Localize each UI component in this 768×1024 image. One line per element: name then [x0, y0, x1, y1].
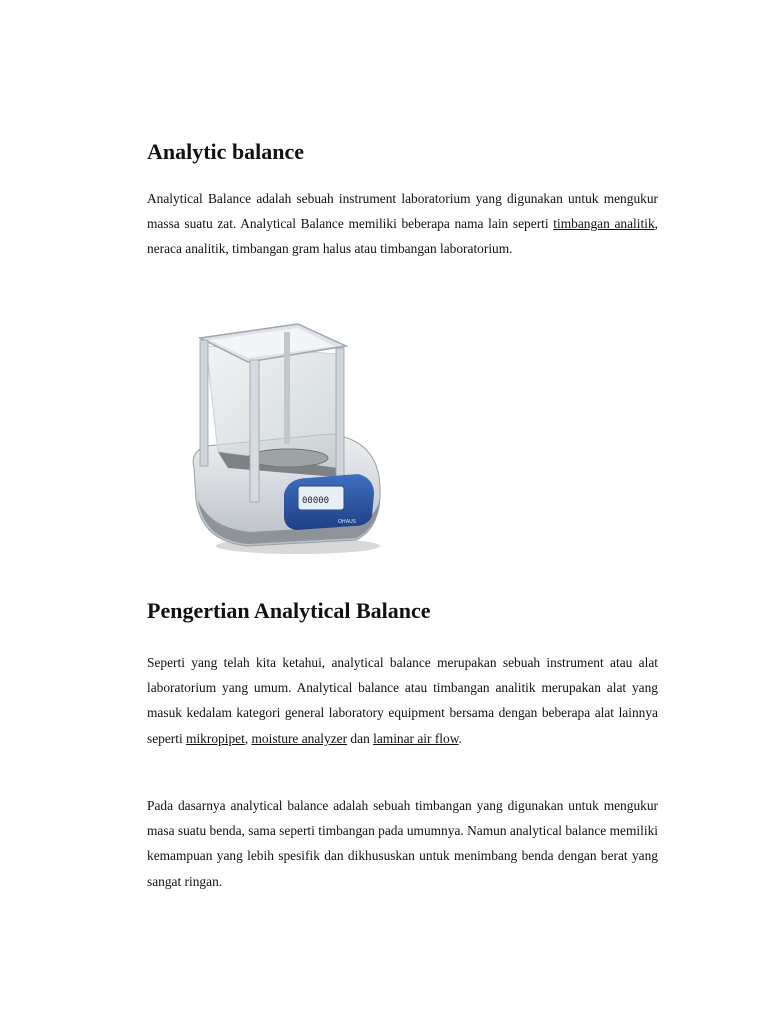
link-timbangan-analitik[interactable]: timbangan analitik	[553, 216, 655, 232]
pengertian-separator: ,	[244, 730, 252, 746]
balance-brand-label: OHAUS	[338, 519, 356, 525]
pengertian-text-2: dan	[347, 730, 374, 746]
pengertian-text-1: Seperti yang telah kita ketahui, analytical balance merupakan sebuah instrument atau alat laboratorium yang umum. Analytical balance atau timbangan analitik merupakan alat yang masuk kedalam kategori general laboratory equipment bersama dengan beberapa alat lainnya seperti	[147, 655, 658, 746]
paragraph-intro	[147, 186, 658, 262]
intro-text-2: , neraca analitik, timbangan gram halus atau timbangan laboratorium.	[147, 216, 658, 257]
intro-text-1: Analytical Balance adalah sebuah instrument laboratorium yang digunakan untuk mengukur massa suatu zat. Analytical Balance memiliki beberapa nama lain seperti	[147, 191, 658, 232]
heading-pengertian: Pengertian Analytical Balance	[147, 598, 431, 623]
balance-display-readout: 00000	[302, 496, 330, 506]
paragraph-dasarnya: Pada dasarnya analytical balance adalah sebuah timbangan yang digunakan untuk mengukur masa suatu benda, sama seperti timbangan pada umumnya. Namun analytical balance memiliki kemampuan yang lebih spesifik dan dikhususkan untuk menimbang benda dengan berat yang sangat ringan.	[147, 798, 658, 889]
heading-analytic-balance: Analytic balance	[147, 139, 305, 164]
analytical-balance-image	[188, 318, 388, 558]
paragraph-pengertian	[147, 650, 658, 751]
link-mikropipet[interactable]: mikropipet	[186, 730, 245, 746]
link-laminar-air-flow[interactable]: laminar air flow	[373, 730, 459, 746]
pengertian-text-3: .	[458, 730, 462, 746]
link-moisture-analyzer[interactable]: moisture analyzer	[251, 730, 348, 746]
